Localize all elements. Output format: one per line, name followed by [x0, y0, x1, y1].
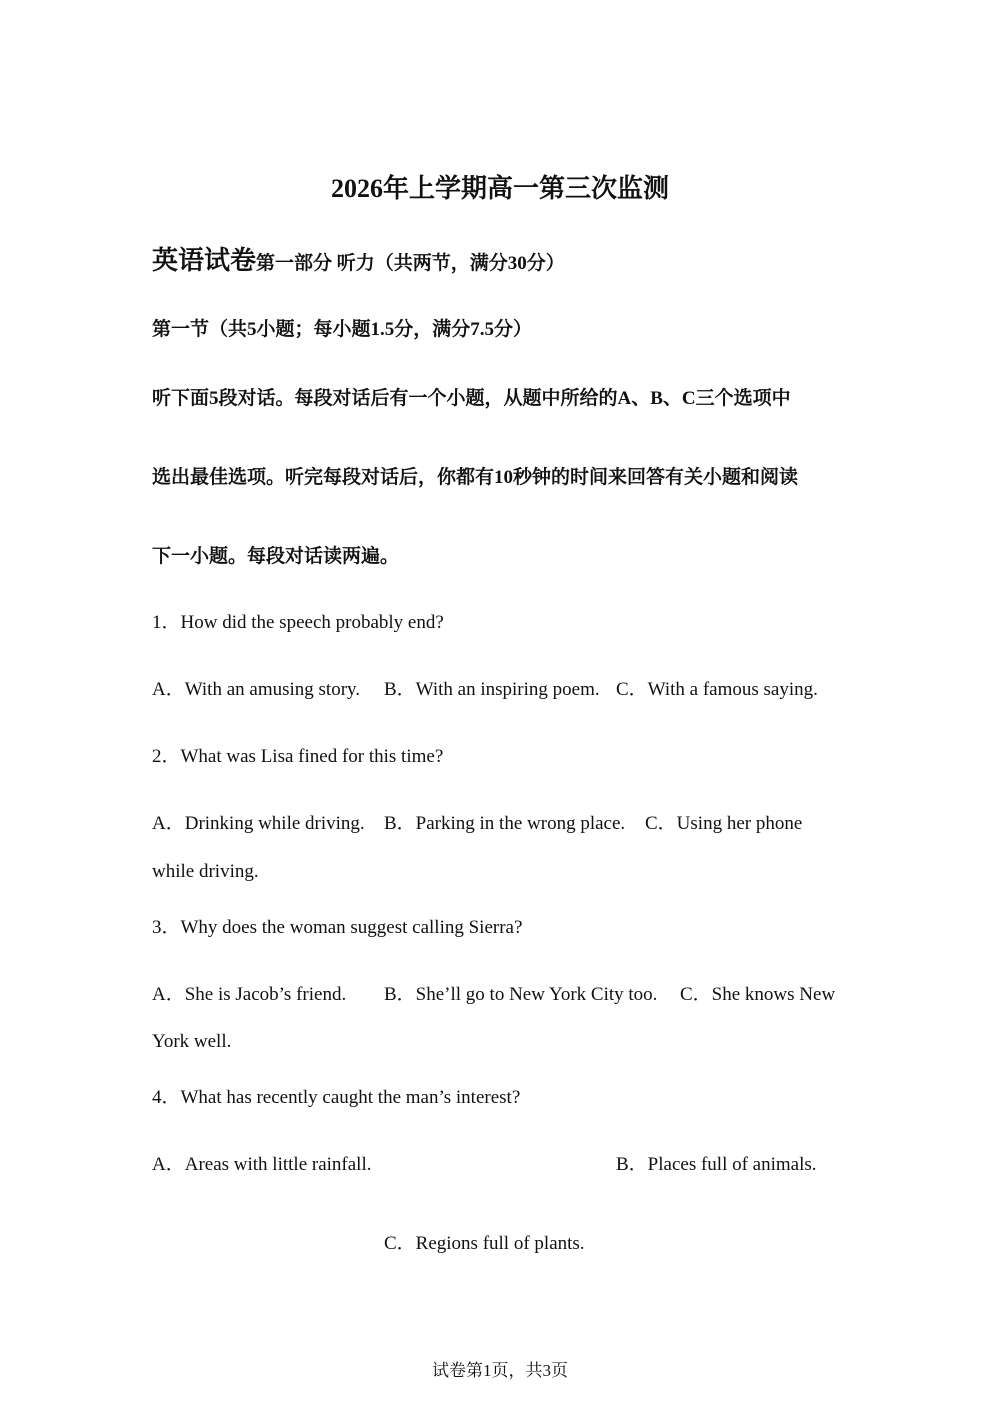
- subject-line: [152, 240, 565, 277]
- question-stem: 1．How did the speech probably end?: [152, 612, 444, 633]
- instruction-line: 听下面5段对话。每段对话后有一个小题，从题中所给的A、B、C三个选项中: [152, 388, 791, 409]
- option-c: C．Using her phone: [645, 813, 803, 834]
- option-a: A．Areas with little rainfall.: [152, 1154, 372, 1175]
- exam-title: 2026年上学期高一第三次监测: [330, 174, 669, 203]
- option-c: C．With a famous saying.: [616, 679, 818, 700]
- instruction-line: 选出最佳选项。听完每段对话后，你都有10秒钟的时间来回答有关小题和阅读: [152, 467, 799, 488]
- option-continuation: York well.: [152, 1031, 232, 1052]
- question-stem: 4．What has recently caught the man’s interest?: [152, 1087, 521, 1108]
- option-b: B．Parking in the wrong place.: [384, 813, 626, 834]
- option-a: A．She is Jacob’s friend.: [152, 984, 347, 1005]
- option-continuation: while driving.: [152, 861, 259, 882]
- option-b: B．With an inspiring poem.: [384, 679, 600, 700]
- subject-label: 英语试卷: [152, 246, 257, 275]
- page-footer: 试卷第1页，共3页: [432, 1361, 568, 1380]
- part-heading: 第一部分 听力（共两节，满分30分）: [256, 253, 565, 274]
- question-stem: 3．Why does the woman suggest calling Sierra?: [152, 917, 523, 938]
- option-c: C．She knows New: [680, 984, 836, 1005]
- instruction-line: 下一小题。每段对话读两遍。: [152, 546, 400, 567]
- option-c: C．Regions full of plants.: [384, 1233, 585, 1254]
- option-b: B．She’ll go to New York City too.: [384, 984, 658, 1005]
- option-b: B．Places full of animals.: [616, 1154, 817, 1175]
- option-a: A．With an amusing story.: [152, 679, 361, 700]
- option-a: A．Drinking while driving.: [152, 813, 365, 834]
- section-heading: 第一节（共5小题；每小题1.5分，满分7.5分）: [152, 319, 533, 340]
- question-stem: 2．What was Lisa fined for this time?: [152, 746, 444, 767]
